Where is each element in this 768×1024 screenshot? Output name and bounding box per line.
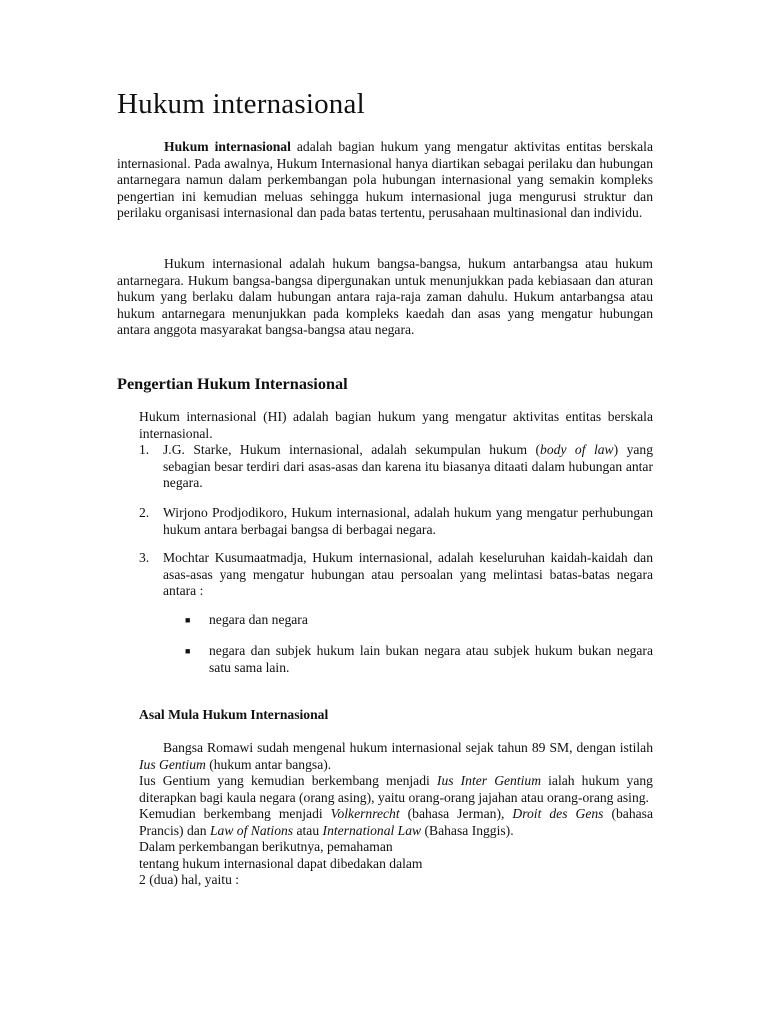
item-number: 3. bbox=[139, 550, 150, 565]
numbered-item-3 bbox=[139, 550, 653, 600]
item-italic-term: body of law bbox=[540, 442, 614, 457]
asal-paragraph-1 bbox=[139, 740, 653, 773]
text-run: (hukum antar bangsa). bbox=[205, 756, 332, 772]
intro-paragraph-2: Hukum internasional adalah hukum bangsa-bangsa, hukum antarbangsa atau hukum antarnegara. Hukum bangsa-bangsa dipergunakan untuk menunjukkan pada kebiasaan dan aturan hukum yang berlaku dalam hubungan antara raja-raja zaman dahulu. Hukum antarbangsa atau hukum antarnegara menunjukkan pada kompleks kaedah dan asas yang mengatur hubungan antara anggota masyarakat bangsa-bangsa atau negara. bbox=[117, 256, 653, 337]
square-bullet-icon: ■ bbox=[185, 646, 191, 656]
hi-definition: Hukum internasional (HI) adalah bagian hukum yang mengatur aktivitas entitas berskala internasional. bbox=[139, 409, 653, 441]
item-number: 1. bbox=[139, 442, 150, 457]
bullet-item-1 bbox=[185, 612, 653, 629]
italic-term: Ius Inter Gentium bbox=[436, 773, 542, 788]
italic-term: Volkernrecht bbox=[330, 806, 400, 821]
square-bullet-icon: ■ bbox=[185, 615, 191, 625]
intro-paragraph-1 bbox=[117, 139, 653, 222]
asal-paragraph-2 bbox=[139, 773, 653, 806]
italic-term: Ius Gentium bbox=[139, 756, 206, 772]
text-run: atau bbox=[293, 822, 323, 838]
bullet-text: negara dan subjek hukum lain bukan negara atau subjek hukum bukan negara satu sama lain. bbox=[209, 643, 653, 675]
text-run: ialah hukum yang diterapkan bagi kaula negara (orang asing), yaitu orang-orang jajahan atau orang-orang asing. bbox=[139, 773, 653, 805]
asal-line-5: tentang hukum internasional dapat dibedakan dalam bbox=[139, 855, 423, 871]
asal-line-4: Dalam perkembangan berikutnya, pemahaman bbox=[139, 839, 393, 854]
text-run: Ius Gentium yang kemudian berkembang menjadi bbox=[139, 773, 437, 788]
text-run: Bangsa Romawi sudah mengenal hukum internasional sejak tahun 89 SM, dengan istilah bbox=[163, 740, 653, 755]
intro-paragraph-1-text: adalah bagian hukum yang mengatur aktivitas entitas berskala internasional. Pada awalnya, Hukum Internasional hanya diartikan sebagai perilaku dan hubungan antarnegara namun dalam perkembangan pola hubungan internasional yang semakin kompleks pengertian ini kemudian meluas sehingga hukum internasional juga mengurusi struktur dan perilaku organisasi internasional dan pada batas tertentu, perusahaan multinasional dan individu. bbox=[117, 139, 653, 220]
item-text-part: ) yang sebagian besar terdiri dari asas-asas dan karena itu biasanya ditaati dalam hubungan antar negara. bbox=[163, 442, 653, 490]
item-text: Wirjono Prodjodikoro, Hukum internasional, adalah hukum yang mengatur perhubungan hukum antara berbagai bangsa di berbagai negara. bbox=[163, 505, 653, 537]
text-run: (bahasa Jerman), bbox=[399, 806, 513, 821]
asal-line-6: 2 (dua) hal, yaitu : bbox=[139, 872, 240, 887]
section-heading-pengertian: Pengertian Hukum Internasional bbox=[117, 374, 348, 393]
italic-term: International Law bbox=[322, 822, 422, 838]
numbered-item-1 bbox=[139, 442, 653, 492]
numbered-item-2 bbox=[139, 505, 653, 538]
intro-bold-term: Hukum internasional bbox=[164, 139, 291, 154]
text-run: Kemudian berkembang menjadi bbox=[139, 806, 331, 821]
italic-term: Droit des Gens bbox=[512, 806, 604, 821]
item-text: Mochtar Kusumaatmadja, Hukum internasional, adalah keseluruhan kaidah-kaidah dan asas-asas yang mengatur hubungan atau persoalan yang melintasi batas-batas negara antara : bbox=[163, 550, 653, 598]
item-number: 2. bbox=[139, 505, 150, 520]
asal-paragraph-3 bbox=[139, 806, 653, 839]
section-heading-asal-mula: Asal Mula Hukum Internasional bbox=[139, 707, 329, 722]
page-title: Hukum internasional bbox=[117, 88, 365, 120]
asal-mula-body bbox=[139, 740, 653, 889]
text-run: (Bahasa Inggis). bbox=[421, 822, 514, 838]
text-run: (bahasa Prancis) dan bbox=[139, 806, 653, 838]
italic-term: Law of Nations bbox=[209, 822, 294, 838]
bullet-item-2 bbox=[185, 643, 653, 676]
item-text bbox=[163, 442, 653, 492]
bullet-text: negara dan negara bbox=[209, 612, 308, 627]
item-text-part: J.G. Starke, Hukum internasional, adalah sekumpulan hukum ( bbox=[163, 442, 541, 457]
